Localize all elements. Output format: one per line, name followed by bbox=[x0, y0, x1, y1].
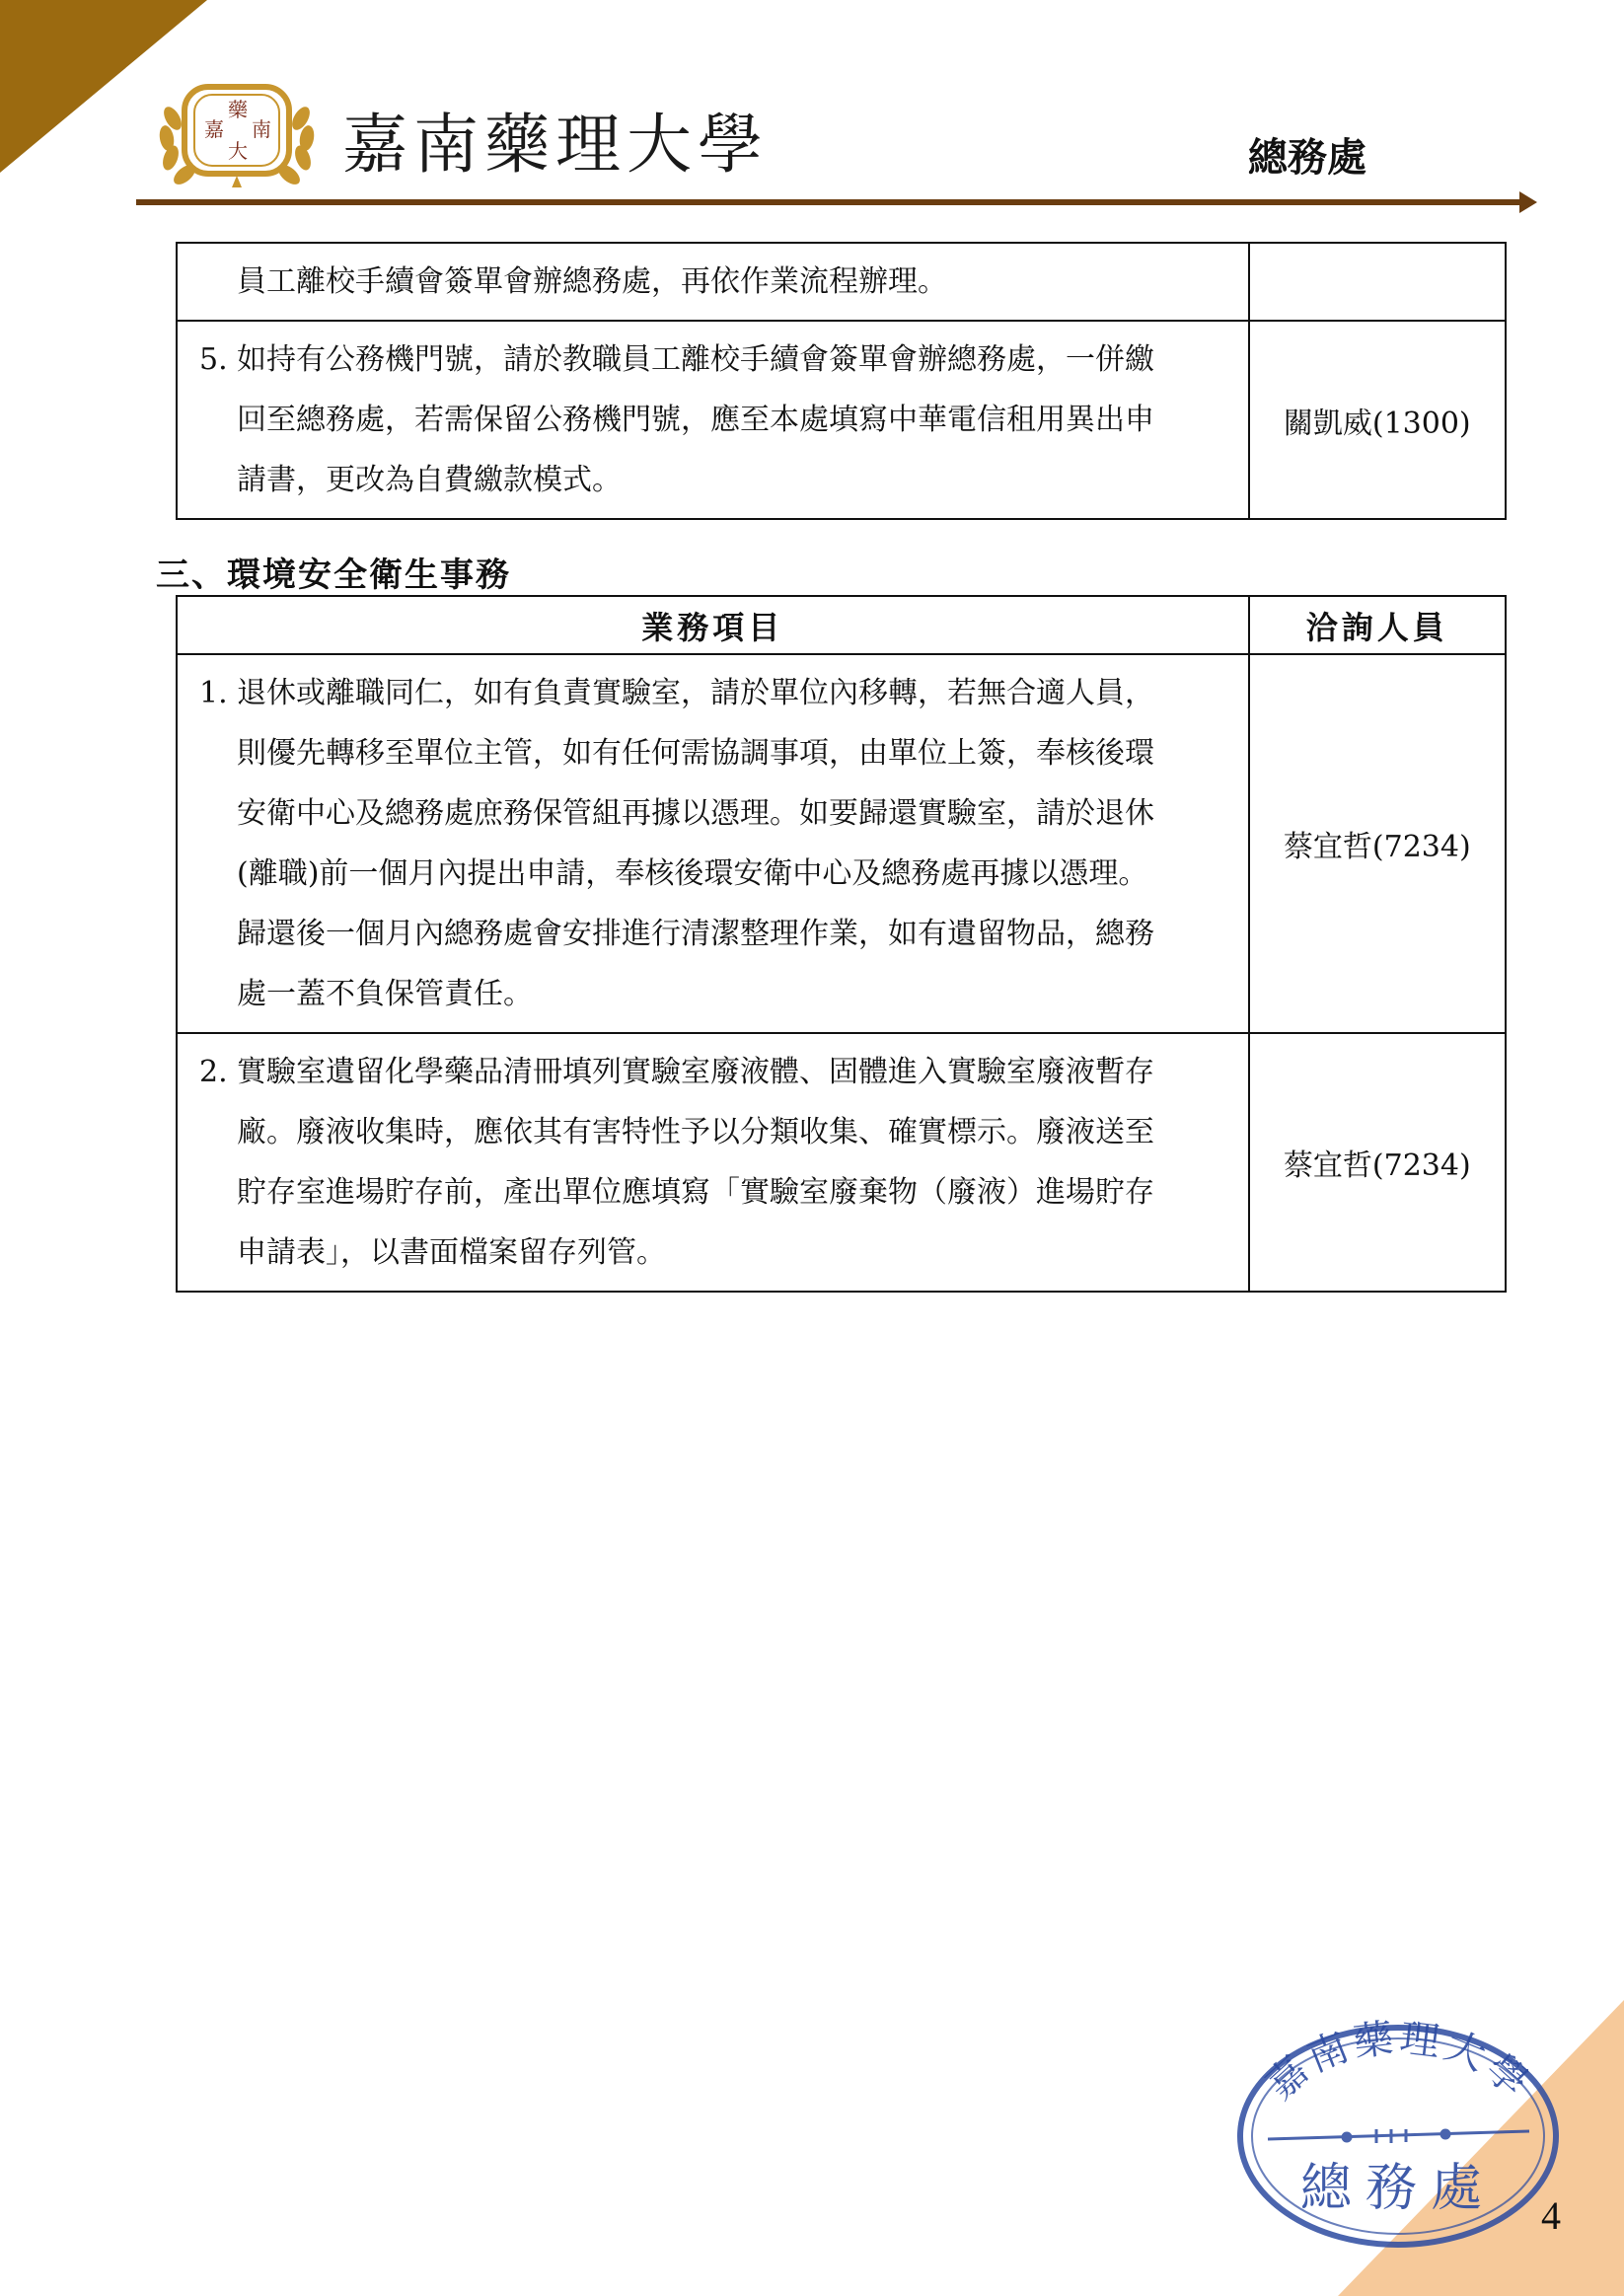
item-text: 退休或離職同仁，如有負責實驗室，請於單位內移轉，若無合適人員， bbox=[237, 676, 1154, 710]
item-text-line bbox=[199, 330, 1232, 390]
item-text-line: 處一蓋不負保管責任。 bbox=[237, 977, 533, 1011]
stamp-top-text: 嘉南藥理大學 bbox=[1258, 2015, 1539, 2109]
item-text-line: 申請表」，以書面檔案留存列管。 bbox=[237, 1235, 666, 1270]
item-text-line: 廠。廢液收集時，應依其有害特性予以分類收集、確實標示。廢液送至 bbox=[237, 1115, 1154, 1149]
item-text-line: 歸還後一個月內總務處會安排進行清潔整理作業，如有遺留物品，總務 bbox=[237, 917, 1154, 951]
item-text-line bbox=[199, 1042, 1232, 1102]
item-text-line: 請書，更改為自費繳款模式。 bbox=[237, 463, 622, 497]
header-rule-arrow bbox=[136, 191, 1537, 213]
environment-safety-table bbox=[176, 595, 1507, 1293]
item-cell bbox=[177, 321, 1249, 519]
page-number: 4 bbox=[1541, 2193, 1561, 2238]
contact-cell bbox=[1249, 243, 1506, 321]
header-item: 業務項目 bbox=[177, 596, 1249, 654]
table-row bbox=[177, 1033, 1506, 1292]
item-text-line: 貯存室進場貯存前，產出單位應填寫「實驗室廢棄物（廢液）進場貯存 bbox=[237, 1175, 1154, 1210]
item-text-line: 則優先轉移至單位主管，如有任何需協調事項，由單位上簽，奉核後環 bbox=[237, 736, 1154, 771]
logo-char-2: 藥 bbox=[228, 98, 248, 121]
stamp-bottom-text: 總務處 bbox=[1299, 2159, 1497, 2218]
section-title: 三、環境安全衛生事務 bbox=[156, 555, 511, 595]
contact-cell: 蔡宜哲(7234) bbox=[1249, 1033, 1506, 1292]
table-row bbox=[177, 243, 1506, 321]
item-text: 如持有公務機門號，請於教職員工離校手續會簽單會辦總務處，一併繳 bbox=[237, 342, 1154, 377]
item-text-line: 員工離校手續會簽單會辦總務處，再依作業流程辦理。 bbox=[237, 264, 947, 299]
department-title: 總務處 bbox=[1248, 135, 1366, 181]
continuation-table bbox=[176, 242, 1507, 520]
item-number: 5. bbox=[199, 342, 228, 377]
department-stamp bbox=[1228, 2013, 1569, 2259]
item-number: 2. bbox=[199, 1055, 228, 1089]
university-emblem-icon bbox=[153, 79, 321, 192]
logo-char-1: 嘉 bbox=[204, 117, 224, 141]
contact-cell: 關凱威(1300) bbox=[1249, 321, 1506, 519]
item-cell bbox=[177, 243, 1249, 321]
item-text-line bbox=[199, 663, 1232, 723]
item-text: 實驗室遺留化學藥品清冊填列實驗室廢液體、固體進入實驗室廢液暫存 bbox=[237, 1055, 1154, 1089]
item-cell bbox=[177, 654, 1249, 1033]
item-number: 1. bbox=[199, 676, 228, 710]
table-row bbox=[177, 654, 1506, 1033]
logo-char-4: 大 bbox=[228, 139, 248, 163]
header-contact: 洽詢人員 bbox=[1249, 596, 1506, 654]
logo-char-3: 南 bbox=[252, 117, 271, 141]
table-row bbox=[177, 321, 1506, 519]
university-logo bbox=[153, 79, 769, 192]
contact-cell: 蔡宜哲(7234) bbox=[1249, 654, 1506, 1033]
item-text-line: (離職)前一個月內提出申請，奉核後環安衛中心及總務處再據以憑理。 bbox=[237, 856, 1148, 891]
table-header-row bbox=[177, 596, 1506, 654]
item-text-line: 回至總務處，若需保留公務機門號，應至本處填寫中華電信租用異出申 bbox=[237, 403, 1154, 437]
item-cell bbox=[177, 1033, 1249, 1292]
university-name: 嘉南藥理大學 bbox=[342, 107, 769, 183]
item-text-line: 安衛中心及總務處庶務保管組再據以憑理。如要歸還實驗室，請於退休 bbox=[237, 796, 1154, 831]
